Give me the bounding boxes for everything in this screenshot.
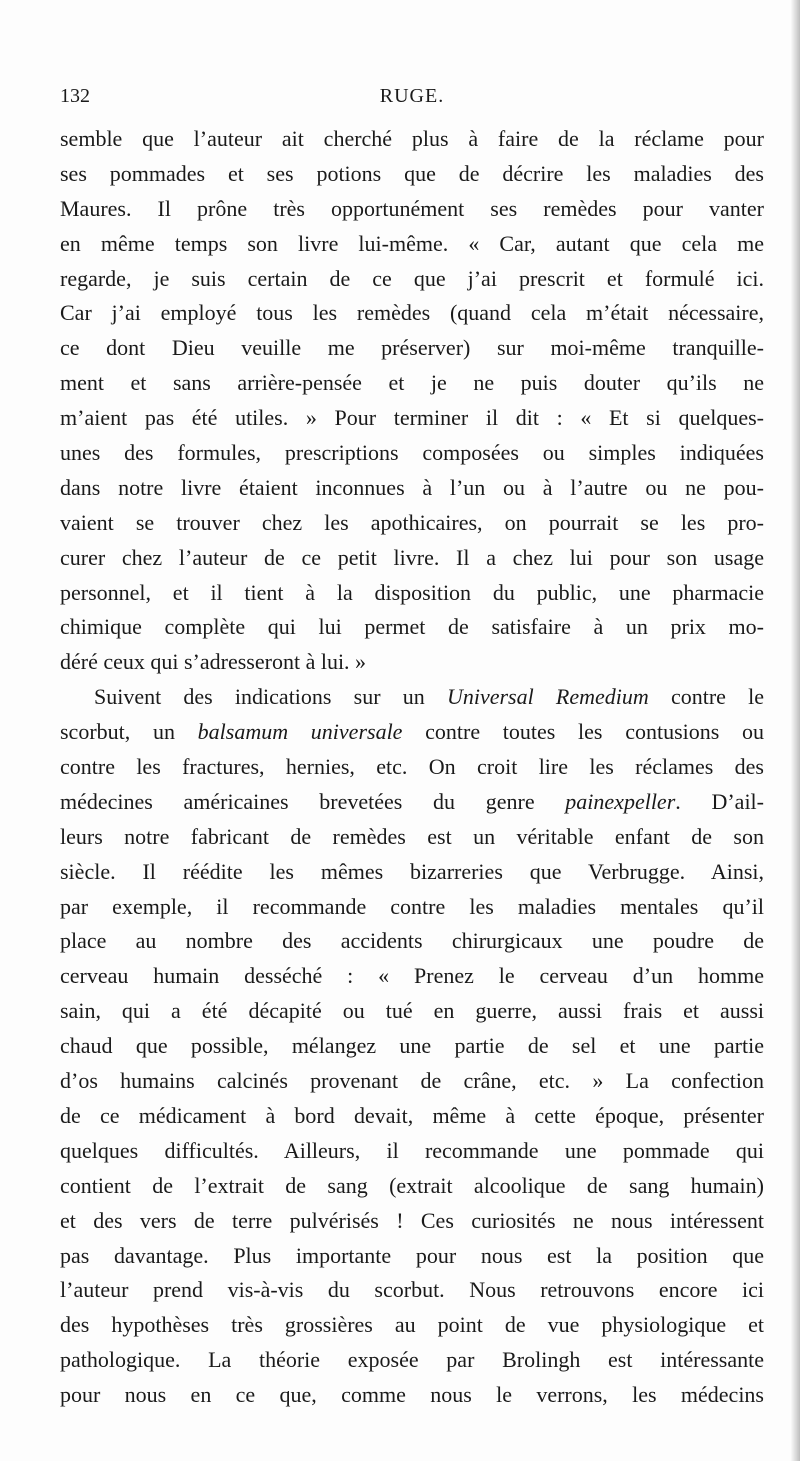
text-line bbox=[60, 715, 764, 750]
text-line: unes des formules, prescriptions composées ou simples indiquées bbox=[60, 440, 764, 466]
text-line: l’auteur prend vis-à-vis du scorbut. Nous retrouvons encore ici bbox=[60, 1277, 764, 1303]
text-line: place au nombre des accidents chirurgicaux une poudre de bbox=[60, 928, 764, 954]
text-line: Car j’ai employé tous les remèdes (quand cela m’était nécessaire, bbox=[60, 300, 764, 326]
text-run: Suivent des indications sur un bbox=[94, 684, 447, 710]
text-line: chimique complète qui lui permet de satisfaire à un prix mo- bbox=[60, 614, 764, 640]
text-line bbox=[60, 680, 764, 715]
text-line: curer chez l’auteur de ce petit livre. Il a chez lui pour son usage bbox=[60, 544, 764, 570]
italic-term: Universal Remedium bbox=[446, 684, 649, 710]
text-line: dans notre livre étaient inconnues à l’un ou à l’autre ou ne pou- bbox=[60, 474, 764, 500]
text-line: Maures. Il prône très opportunément ses remèdes pour vanter bbox=[60, 195, 764, 221]
text-line: et des vers de terre pulvérisés ! Ces curiosités ne nous intéressent bbox=[60, 1207, 764, 1233]
text-line: contient de l’extrait de sang (extrait alcoolique de sang humain) bbox=[60, 1172, 764, 1198]
text-line: pathologique. La théorie exposée par Brolingh est intéressante bbox=[60, 1347, 764, 1373]
text-line: siècle. Il réédite les mêmes bizarreries que Verbrugge. Ainsi, bbox=[60, 858, 764, 884]
body-text bbox=[60, 122, 764, 1413]
text-line: par exemple, il recommande contre les maladies mentales qu’il bbox=[60, 893, 764, 919]
text-run: médecines américaines brevetées du genre bbox=[60, 788, 566, 814]
running-head bbox=[60, 82, 764, 110]
text-line: cerveau humain desséché : « Prenez le cerveau d’un homme bbox=[60, 963, 764, 989]
text-run: contre le bbox=[648, 684, 764, 710]
text-line: leurs notre fabricant de remèdes est un véritable enfant de son bbox=[60, 823, 764, 849]
text-line: chaud que possible, mélangez une partie de sel et une partie bbox=[60, 1033, 764, 1059]
page-edge-shadow bbox=[790, 0, 800, 1461]
text-line: semble que l’auteur ait cherché plus à faire de la réclame pour bbox=[60, 126, 764, 151]
text-line: pas davantage. Plus importante pour nous est la position que bbox=[60, 1242, 764, 1268]
text-line: d’os humains calcinés provenant de crâne, etc. » La confection bbox=[60, 1068, 764, 1094]
text-line: ment et sans arrière-pensée et je ne puis douter qu’ils ne bbox=[60, 370, 764, 396]
text-run: contre toutes les contusions ou bbox=[402, 719, 764, 745]
text-line: personnel, et il tient à la disposition du public, une pharmacie bbox=[60, 579, 764, 605]
text-line: en même temps son livre lui-même. « Car, autant que cela me bbox=[60, 230, 764, 256]
text-line: m’aient pas été utiles. » Pour terminer il dit : « Et si quelques- bbox=[60, 405, 764, 431]
text-line: regarde, je suis certain de ce que j’ai prescrit et formulé ici. bbox=[60, 265, 764, 291]
text-line: déré ceux qui s’adresseront à lui. » bbox=[60, 649, 367, 675]
text-line: ses pommades et ses potions que de décrire les maladies des bbox=[60, 160, 764, 186]
text-line: pour nous en ce que, comme nous le verrons, les médecins bbox=[60, 1382, 764, 1408]
text-line: sain, qui a été décapité ou tué en guerre, aussi frais et aussi bbox=[60, 998, 764, 1024]
text-line bbox=[60, 785, 764, 820]
running-title: RUGE. bbox=[379, 85, 445, 107]
text-line: contre les fractures, hernies, etc. On croit lire les réclames des bbox=[60, 754, 764, 780]
text-line: ce dont Dieu veuille me préserver) sur moi-même tranquille- bbox=[60, 335, 764, 361]
text-line: des hypothèses très grossières au point de vue physiologique et bbox=[60, 1312, 764, 1338]
text-line: quelques difficultés. Ailleurs, il recommande une pommade qui bbox=[60, 1137, 764, 1163]
italic-term: balsamum universale bbox=[197, 719, 403, 745]
text-line: vaient se trouver chez les apothicaires, on pourrait se les pro- bbox=[60, 509, 764, 535]
italic-term: painexpeller bbox=[565, 788, 676, 814]
text-line: de ce médicament à bord devait, même à cette époque, présenter bbox=[60, 1102, 764, 1128]
text-run: scorbut, un bbox=[60, 719, 198, 745]
text-run: . D’ail- bbox=[675, 788, 764, 814]
page-number: 132 bbox=[60, 85, 90, 107]
